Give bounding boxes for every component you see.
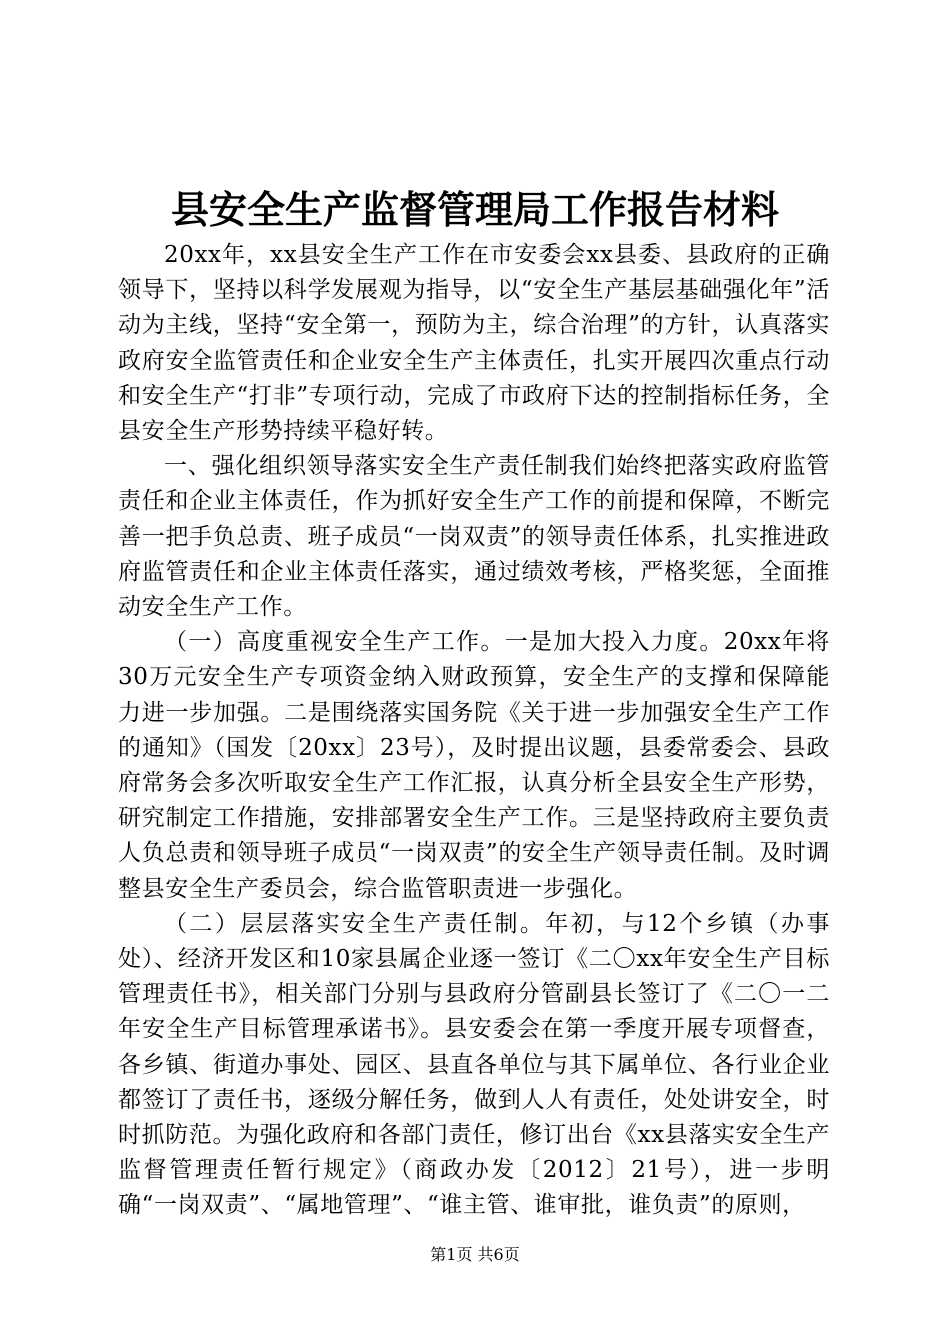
body-paragraph-section-1: 一、强化组织领导落实安全生产责任制我们始终把落实政府监管责任和企业主体责任，作为抓好安全生产工作的前提和保障，不断完善一把手负总责、班子成员“一岗双责”的领导责任体系，扎实推进政府监管责任和企业主体责任落实，通过绩效考核，严格奖惩，全面推动安全生产工作。: [118, 453, 830, 621]
document-body: [118, 238, 830, 1224]
page-number-footer: 第1页 共6页: [430, 1245, 520, 1264]
body-paragraph-subsection-1: （一）高度重视安全生产工作。一是加大投入力度。20xx年将30万元安全生产专项资金纳入财政预算，安全生产的支撑和保障能力进一步加强。二是围绕落实国务院《关于进一步加强安全生产工作的通知》（国发〔20xx〕23号），及时提出议题，县委常委会、县政府常务会多次听取安全生产工作汇报，认真分析全县安全生产形势，研究制定工作措施，安排部署安全生产工作。三是坚持政府主要负责人负总责和领导班子成员“一岗双责”的安全生产领导责任制。及时调整县安全生产委员会，综合监管职责进一步强化。: [118, 629, 830, 902]
document-title: 县安全生产监督管理局工作报告材料: [170, 188, 779, 232]
body-paragraph-intro: 20xx年，xx县安全生产工作在市安委会xx县委、县政府的正确领导下，坚持以科学发展观为指导，以“安全生产基层基础强化年”活动为主线，坚持“安全第一，预防为主，综合治理”的方针，认真落实政府安全监管责任和企业安全生产主体责任，扎实开展四次重点行动和安全生产“打非”专项行动，完成了市政府下达的控制指标任务，全县安全生产形势持续平稳好转。: [118, 242, 830, 445]
body-paragraph-subsection-2: （二）层层落实安全生产责任制。年初，与12个乡镇（办事处）、经济开发区和10家县属企业逐一签订《二〇xx年安全生产目标管理责任书》，相关部门分别与县政府分管副县长签订了《二〇一二年安全生产目标管理承诺书》。县安委会在第一季度开展专项督查，各乡镇、街道办事处、园区、县直各单位与其下属单位、各行业企业都签订了责任书，逐级分解任务，做到人人有责任，处处讲安全，时时抓防范。为强化政府和各部门责任，修订出台《xx县落实安全生产监督管理责任暂行规定》（商政办发〔2012〕21号），进一步明确“一岗双责”、“属地管理”、“谁主管、谁审批，谁负责”的原则，: [118, 910, 830, 1219]
